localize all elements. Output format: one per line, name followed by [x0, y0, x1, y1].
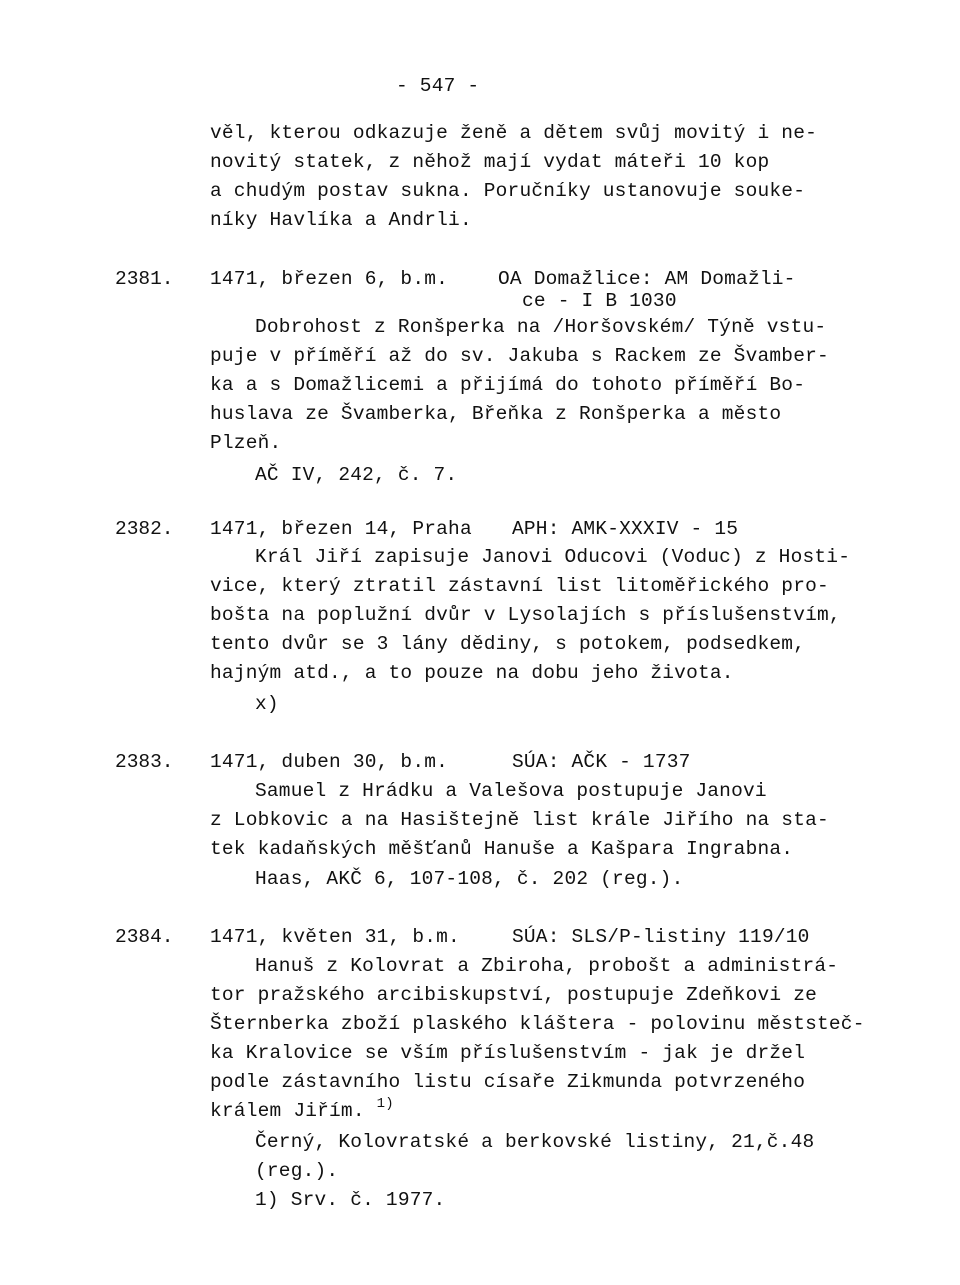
- entry-body-line: bošta na poplužní dvůr v Lysolajích s příslušenstvím,: [210, 604, 841, 626]
- entry-body-line: Šternberka zboží plaského kláštera - polovinu měststeč-: [210, 1013, 865, 1035]
- entry-reference: Haas, AKČ 6, 107-108, č. 202 (reg.).: [255, 868, 684, 890]
- entry-date: 1471, květen 31, b.m.: [210, 926, 460, 948]
- intro-line: věl, kterou odkazuje ženě a dětem svůj movitý i ne-: [210, 122, 817, 144]
- entry-body-line: huslava ze Švamberka, Břeňka z Ronšperka a město: [210, 403, 782, 425]
- entry-body-line: puje v příměří až do sv. Jakuba s Rackem ze Švamber-: [210, 345, 829, 367]
- entry-body-line: Samuel z Hrádku a Valešova postupuje Janovi: [255, 780, 767, 802]
- entry-body-line: Plzeň.: [210, 432, 282, 454]
- entry-date: 1471, březen 14, Praha: [210, 518, 472, 540]
- entry-body-line: ka a s Domažlicemi a přijímá do tohoto příměří Bo-: [210, 374, 806, 396]
- footnote-marker: 1): [376, 1096, 394, 1112]
- intro-line: a chudým postav sukna. Poručníky ustanovuje souke-: [210, 180, 806, 202]
- intro-line: níky Havlíka a Andrli.: [210, 209, 472, 231]
- entry-archive: SÚA: SLS/P-listiny 119/10: [512, 926, 810, 948]
- entry-body-line: tento dvůr se 3 lány dědiny, s potokem, podsedkem,: [210, 633, 806, 655]
- entry-number: 2384.: [115, 926, 174, 948]
- entry-reference: x): [255, 693, 279, 715]
- entry-body-line: ka Kralovice se vším příslušenstvím - jak je držel: [210, 1042, 806, 1064]
- entry-archive: OA Domažlice: AM Domažli-: [498, 268, 796, 290]
- entry-number: 2383.: [115, 751, 174, 773]
- entry-archive: SÚA: AČK - 1737: [512, 751, 691, 773]
- entry-body-line: podle zástavního listu císaře Zikmunda potvrzeného: [210, 1071, 806, 1093]
- entry-body-line: [210, 1096, 394, 1123]
- intro-line: novitý statek, z něhož mají vydat máteři 10 kop: [210, 151, 770, 173]
- entry-reference: Černý, Kolovratské a berkovské listiny, 21,č.48: [255, 1131, 815, 1153]
- entry-body-line: Dobrohost z Ronšperka na /Horšovském/ Týně vstu-: [255, 316, 827, 338]
- entry-date: 1471, duben 30, b.m.: [210, 751, 449, 773]
- entry-date: 1471, březen 6, b.m.: [210, 268, 449, 290]
- entry-archive: ce - I B 1030: [522, 290, 677, 312]
- entry-body-line: z Lobkovic a na Hasištejně list krále Jiřího na sta-: [210, 809, 829, 831]
- entry-reference: (reg.).: [255, 1160, 339, 1182]
- footnote: 1) Srv. č. 1977.: [255, 1189, 446, 1211]
- entry-number: 2382.: [115, 518, 174, 540]
- entry-body-line: Hanuš z Kolovrat a Zbiroha, probošt a administrá-: [255, 955, 839, 977]
- entry-body-line: tor pražského arcibiskupství, postupuje Zdeňkovi ze: [210, 984, 817, 1006]
- entry-body-line: vice, který ztratil zástavní list litoměřického pro-: [210, 575, 829, 597]
- entry-reference: AČ IV, 242, č. 7.: [255, 464, 458, 486]
- page-number: - 547 -: [396, 75, 480, 97]
- entry-archive: APH: AMK-XXXIV - 15: [512, 518, 739, 540]
- entry-body-line: hajným atd., a to pouze na dobu jeho života.: [210, 662, 734, 684]
- entry-body-line: tek kadaňských měšťanů Hanuše a Kašpara Ingrabna.: [210, 838, 794, 860]
- entry-body-text: králem Jiřím.: [210, 1100, 365, 1122]
- entry-body-line: Král Jiří zapisuje Janovi Oducovi (Voduc) z Hosti-: [255, 546, 851, 568]
- entry-number: 2381.: [115, 268, 174, 290]
